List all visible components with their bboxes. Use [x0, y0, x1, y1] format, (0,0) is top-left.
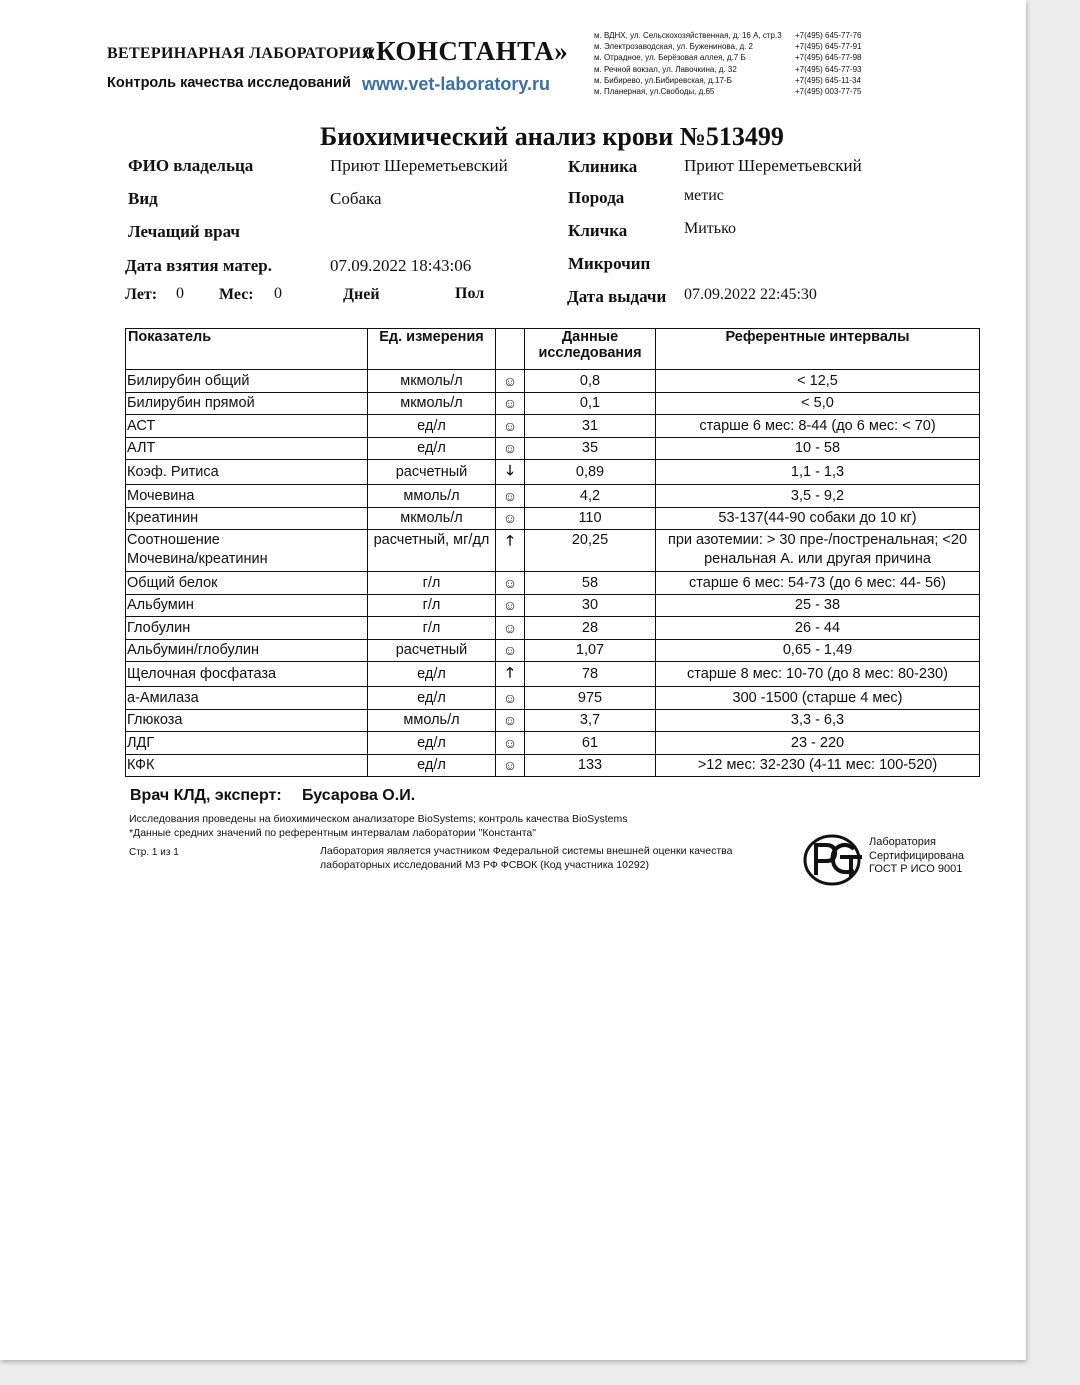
indicator-unit: мкмоль/л: [368, 507, 496, 530]
indicator-name: ЛДГ: [126, 732, 368, 755]
result-value: 0,89: [525, 460, 656, 485]
result-value: 61: [525, 732, 656, 755]
table-row: [126, 370, 980, 393]
indicator-unit: ед/л: [368, 662, 496, 687]
indicator-name: Альбумин/глобулин: [126, 639, 368, 662]
header-result: [525, 329, 656, 370]
table-row: [126, 639, 980, 662]
owner-value: Приют Шереметьевский: [330, 156, 508, 175]
table-row: [126, 437, 980, 460]
address-item: м. Речной вокзал, ул. Лавочкина, д. 32: [594, 64, 737, 74]
indicator-name-line2: Мочевина/креатинин: [127, 551, 268, 567]
table-row: [126, 392, 980, 415]
sex-label: Пол: [455, 285, 485, 302]
status-normal-icon: ☺: [496, 370, 525, 393]
table-row: [126, 530, 980, 572]
table-row: [126, 415, 980, 438]
nickname-label: Кличка: [568, 221, 628, 240]
fsvok-note-line2: лабораторных исследований МЗ РФ ФСВОК (Код участника 10292): [320, 859, 650, 871]
table-row: [126, 617, 980, 640]
result-value: 28: [525, 617, 656, 640]
reference-line1: при азотемии: > 30 пре-/постренальная; <20: [667, 532, 968, 548]
reference-range: < 12,5: [656, 370, 980, 393]
indicator-unit: г/л: [368, 594, 496, 617]
result-value: 133: [525, 754, 656, 777]
indicator-name: Коэф. Ритиса: [126, 460, 368, 485]
indicator-name: [126, 530, 368, 572]
status-normal-icon: ☺: [496, 639, 525, 662]
phone-item: +7(495) 003-77-75: [795, 87, 862, 97]
issue-date-value: 07.09.2022 22:45:30: [684, 286, 817, 303]
months-value: 0: [274, 285, 282, 302]
clinic-label: Клиника: [568, 157, 638, 176]
table-row: [126, 460, 980, 485]
indicator-unit: г/л: [368, 617, 496, 640]
indicator-name: Билирубин общий: [126, 370, 368, 393]
reference-note: *Данные средних значений по референтным интервалам лаборатории "Константа": [129, 827, 536, 839]
reference-range: 3,3 - 6,3: [656, 709, 980, 732]
address-item: м. Электрозаводская, ул. Буженинова, д. 2: [594, 42, 754, 52]
header-result-line2: исследования: [538, 345, 642, 361]
table-row: [126, 687, 980, 710]
result-value: 0,8: [525, 370, 656, 393]
indicator-unit: ммоль/л: [368, 485, 496, 508]
reference-range: 26 - 44: [656, 617, 980, 640]
reference-range: < 5,0: [656, 392, 980, 415]
phone-item: +7(495) 645-77-76: [795, 31, 862, 40]
indicator-unit: ед/л: [368, 415, 496, 438]
lab-brand: «КОНСТАНТА»: [362, 36, 569, 66]
address-item: м. Планерная, ул.Свободы, д.65: [594, 87, 715, 97]
website-link[interactable]: www.vet-laboratory.ru: [362, 74, 551, 94]
owner-label: ФИО владельца: [128, 156, 254, 175]
indicator-name: Глюкоза: [126, 709, 368, 732]
status-normal-icon: ☺: [496, 709, 525, 732]
result-value: 3,7: [525, 709, 656, 732]
table-row: [126, 572, 980, 595]
header-reference: Референтные интервалы: [656, 329, 980, 370]
result-value: 1,07: [525, 639, 656, 662]
reference-line2: ренальная А. или другая причина: [704, 551, 931, 567]
issue-date-label: Дата выдачи: [567, 287, 667, 306]
indicator-name: Общий белок: [126, 572, 368, 595]
reference-range: 300 -1500 (старше 4 мес): [656, 687, 980, 710]
indicator-name: АЛТ: [126, 437, 368, 460]
indicator-unit: ед/л: [368, 754, 496, 777]
days-label: Дней: [343, 286, 380, 303]
species-value: Собака: [330, 189, 382, 208]
phone-list: [795, 30, 862, 97]
phone-item: +7(495) 645-77-93: [795, 64, 862, 74]
years-value: 0: [176, 285, 184, 302]
arrow-up-icon: 🡑: [496, 530, 525, 572]
table-row: [126, 732, 980, 755]
result-value: 78: [525, 662, 656, 687]
address-item: м. Бибирево, ул.Бибиревская, д.17-Б: [594, 75, 732, 85]
arrow-down-icon: 🡓: [496, 460, 525, 485]
indicator-name: Глобулин: [126, 617, 368, 640]
indicator-unit: г/л: [368, 572, 496, 595]
reference-range: старше 6 мес: 54-73 (до 6 мес: 44- 56): [656, 572, 980, 595]
phone-item: +7(495) 645-77-91: [795, 42, 862, 52]
indicator-unit: ед/л: [368, 437, 496, 460]
page-number: Стр. 1 из 1: [129, 847, 179, 858]
date-taken-label: Дата взятия матер.: [125, 256, 272, 275]
result-value: 0,1: [525, 392, 656, 415]
indicator-unit: мкмоль/л: [368, 370, 496, 393]
microchip-label: Микрочип: [568, 254, 651, 273]
indicator-name: Мочевина: [126, 485, 368, 508]
indicator-unit: ммоль/л: [368, 709, 496, 732]
status-normal-icon: ☺: [496, 485, 525, 508]
table-header-row: [126, 329, 980, 370]
status-normal-icon: ☺: [496, 437, 525, 460]
table-row: [126, 709, 980, 732]
reference-range: 10 - 58: [656, 437, 980, 460]
indicator-name: Креатинин: [126, 507, 368, 530]
clinic-value: Приют Шереметьевский: [684, 156, 862, 175]
reference-range: старше 6 мес: 8-44 (до 6 мес: < 70): [656, 415, 980, 438]
address-item: м. Отрадное, ул. Берёзовая аллея, д.7 Б: [594, 53, 746, 63]
document-title: Биохимический анализ крови №513499: [320, 122, 784, 151]
years-label: Лет:: [125, 286, 158, 303]
certification-text: [869, 836, 964, 877]
date-taken-value: 07.09.2022 18:43:06: [330, 256, 472, 275]
result-value: 20,25: [525, 530, 656, 572]
status-normal-icon: ☺: [496, 415, 525, 438]
result-value: 110: [525, 507, 656, 530]
header-status: [496, 329, 525, 370]
breed-label: Порода: [568, 188, 625, 207]
attending-doctor-label: Лечащий врач: [128, 222, 240, 241]
phone-item: +7(495) 645-11-34: [795, 75, 861, 85]
reference-range: 1,1 - 1,3: [656, 460, 980, 485]
header-indicator: Показатель: [126, 329, 368, 370]
status-normal-icon: ☺: [496, 392, 525, 415]
status-normal-icon: ☺: [496, 507, 525, 530]
result-value: 975: [525, 687, 656, 710]
status-normal-icon: ☺: [496, 732, 525, 755]
expert-name: Бусарова О.И.: [302, 787, 416, 804]
phone-item: +7(495) 645-77-98: [795, 53, 862, 63]
cert-line: Сертифицирована: [869, 849, 965, 862]
indicator-unit: расчетный: [368, 639, 496, 662]
status-normal-icon: ☺: [496, 572, 525, 595]
status-normal-icon: ☺: [496, 617, 525, 640]
reference-range: 53-137(44-90 собаки до 10 кг): [656, 507, 980, 530]
reference-range: [656, 530, 980, 572]
indicator-name-line1: Соотношение: [127, 532, 220, 548]
indicator-name: КФК: [126, 754, 368, 777]
reference-range: 25 - 38: [656, 594, 980, 617]
result-value: 30: [525, 594, 656, 617]
arrow-up-icon: 🡑: [496, 662, 525, 687]
indicator-unit: ед/л: [368, 687, 496, 710]
indicator-unit: расчетный: [368, 460, 496, 485]
table-row: [126, 594, 980, 617]
reference-range: 3,5 - 9,2: [656, 485, 980, 508]
indicator-unit: ед/л: [368, 732, 496, 755]
indicator-name: а-Амилаза: [126, 687, 368, 710]
address-list: [594, 30, 782, 97]
certification-logo-icon: [802, 833, 866, 887]
breed-value: метис: [684, 187, 724, 204]
lab-name: ВЕТЕРИНАРНАЯ ЛАБОРАТОРИЯ: [107, 45, 374, 62]
quality-tagline: Контроль качества исследований: [107, 75, 351, 91]
months-label: Мес:: [219, 286, 254, 303]
header-unit: Ед. измерения: [368, 329, 496, 370]
results-table: [125, 328, 980, 777]
status-normal-icon: ☺: [496, 754, 525, 777]
expert-label: Врач КЛД, эксперт:: [130, 787, 282, 804]
table-row: [126, 662, 980, 687]
indicator-unit: мкмоль/л: [368, 392, 496, 415]
status-normal-icon: ☺: [496, 594, 525, 617]
fsvok-note-line1: Лаборатория является участником Федеральной системы внешней оценки качества: [320, 845, 733, 857]
result-value: 35: [525, 437, 656, 460]
header-result-line1: Данные: [561, 329, 619, 345]
nickname-value: Митько: [684, 220, 737, 237]
species-label: Вид: [128, 189, 158, 208]
reference-range: >12 мес: 32-230 (4-11 мес: 100-520): [656, 754, 980, 777]
cert-line: Лаборатория: [869, 836, 936, 848]
table-row: [126, 485, 980, 508]
analyzer-note: Исследования проведены на биохимическом анализаторе BioSystems; контроль качества BioSystems: [129, 813, 628, 825]
indicator-name: Альбумин: [126, 594, 368, 617]
cert-line: ГОСТ Р ИСО 9001: [869, 863, 963, 875]
address-item: м. ВДНХ, ул. Сельскохозяйственная, д. 16 А, стр.3: [594, 31, 782, 40]
status-normal-icon: ☺: [496, 687, 525, 710]
result-value: 31: [525, 415, 656, 438]
reference-range: 0,65 - 1,49: [656, 639, 980, 662]
result-value: 58: [525, 572, 656, 595]
indicator-name: Щелочная фосфатаза: [126, 662, 368, 687]
indicator-name: Билирубин прямой: [126, 392, 368, 415]
table-row: [126, 507, 980, 530]
result-value: 4,2: [525, 485, 656, 508]
indicator-unit: расчетный, мг/дл: [368, 530, 496, 572]
reference-range: старше 8 мес: 10-70 (до 8 мес: 80-230): [656, 662, 980, 687]
table-row: [126, 754, 980, 777]
reference-range: 23 - 220: [656, 732, 980, 755]
indicator-name: АСТ: [126, 415, 368, 438]
